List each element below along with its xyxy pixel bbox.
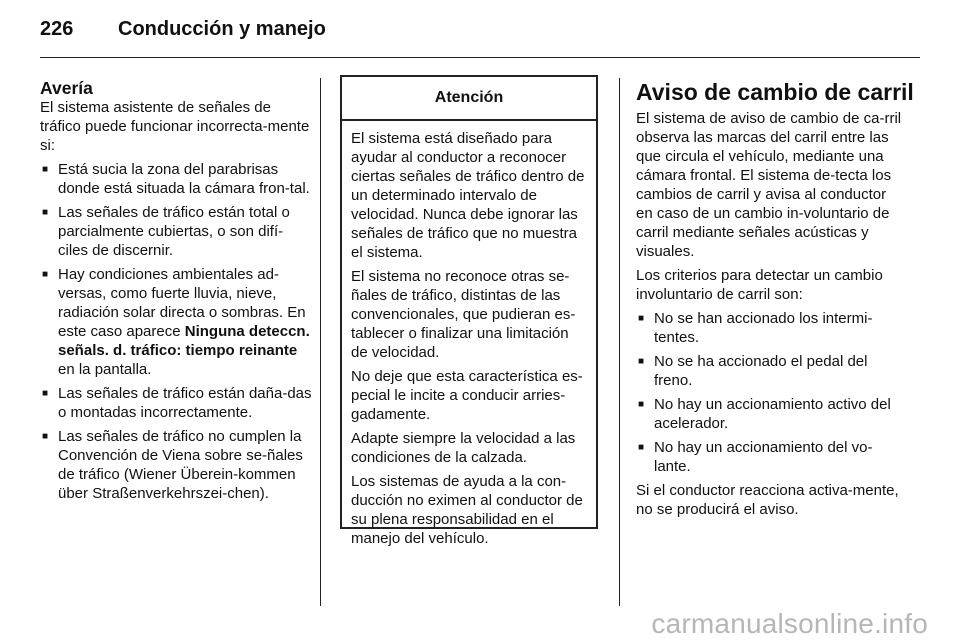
averia-bullet-3-tail: en la pantalla.	[58, 361, 152, 378]
averia-bullet-2: ■ Las señales de tráfico están total o parcialmente cubiertas, o son difí-ciles de discernir.	[40, 203, 312, 260]
aviso-bullet-4: ■ No hay un accionamiento del vo-lante.	[636, 438, 904, 476]
watermark: carmanualsonline.info	[651, 608, 928, 639]
attention-box	[340, 75, 598, 547]
averia-bullet-1: ■ Está sucia la zona del parabrisas donde está situada la cámara fron-tal.	[40, 160, 312, 198]
aviso-outro: Si el conductor reacciona activa-mente, no se producirá el aviso.	[636, 482, 899, 518]
attention-paragraph: Los sistemas de ayuda a la con-ducción no eximen al conductor de su plena responsabilidad en el manejo del vehículo.	[351, 473, 583, 547]
display-message: Ninguna deteccn. señals. d. tráfico: tiempo reinante	[58, 323, 310, 359]
aviso-criteria: Los criterios para detectar un cambio involuntario de carril son:	[636, 267, 883, 303]
averia-intro: El sistema asistente de señales de tráfico puede funcionar incorrecta-mente si:	[40, 99, 310, 154]
attention-paragraph: Adapte siempre la velocidad a las condiciones de la calzada.	[351, 430, 576, 466]
attention-paragraph: No deje que esta característica es-pecial le incite a conducir arries-gadamente.	[351, 368, 583, 423]
aviso-bullet-1: ■ No se han accionado los intermi-tentes.	[636, 309, 904, 347]
page-number: 226	[40, 18, 74, 40]
column-aviso-carril	[636, 78, 914, 519]
attention-paragraph: El sistema está diseñado para ayudar al conductor a reconocer ciertas señales de tráfico dentro de un determinado intervalo de velocidad. Nunca debe ignorar las señales de tráfico que no muestra el sistema.	[351, 130, 585, 261]
attention-paragraph: El sistema no reconoce otras se-ñales de tráfico, distintas de las convencionales, que pudieran es-tablecer o finalizar una limitación de velocidad.	[351, 268, 576, 361]
aviso-bullet-3: ■ No hay un accionamiento activo del acelerador.	[636, 395, 904, 433]
aviso-bullet-2: ■ No se ha accionado el pedal del freno.	[636, 352, 904, 390]
aviso-intro: El sistema de aviso de cambio de ca-rril observa las marcas del carril entre las que circula el vehículo, mediante una cámara frontal. El sistema de-tecta los cambios de carril y avisa al conductor en caso de un cambio in-voluntario de carril mediante señales acústicas y visuales.	[636, 110, 902, 260]
averia-bullet-3-text: Hay condiciones ambientales ad-versas, como fuerte lluvia, nieve, radiación solar directa o sombras. En este caso aparece	[58, 266, 306, 340]
attention-body	[342, 121, 596, 548]
section-heading-averia: Avería	[40, 78, 93, 98]
averia-bullet-3	[40, 265, 312, 379]
column-averia	[40, 78, 312, 503]
column-divider-left	[320, 78, 321, 606]
chapter-title: Conducción y manejo	[118, 18, 326, 40]
section-heading-aviso-carril: Aviso de cambio de carril	[636, 79, 914, 105]
averia-bullet-5: ■ Las señales de tráfico no cumplen la Convención de Viena sobre se-ñales de tráfico (Wiener Überein-kommen über Straßenverkehrszei-chen).	[40, 427, 312, 503]
header-rule	[40, 57, 920, 58]
averia-bullet-4: ■ Las señales de tráfico están daña-das o montadas incorrectamente.	[40, 384, 312, 422]
attention-title: Atención	[342, 77, 596, 121]
column-divider-right	[619, 78, 620, 606]
